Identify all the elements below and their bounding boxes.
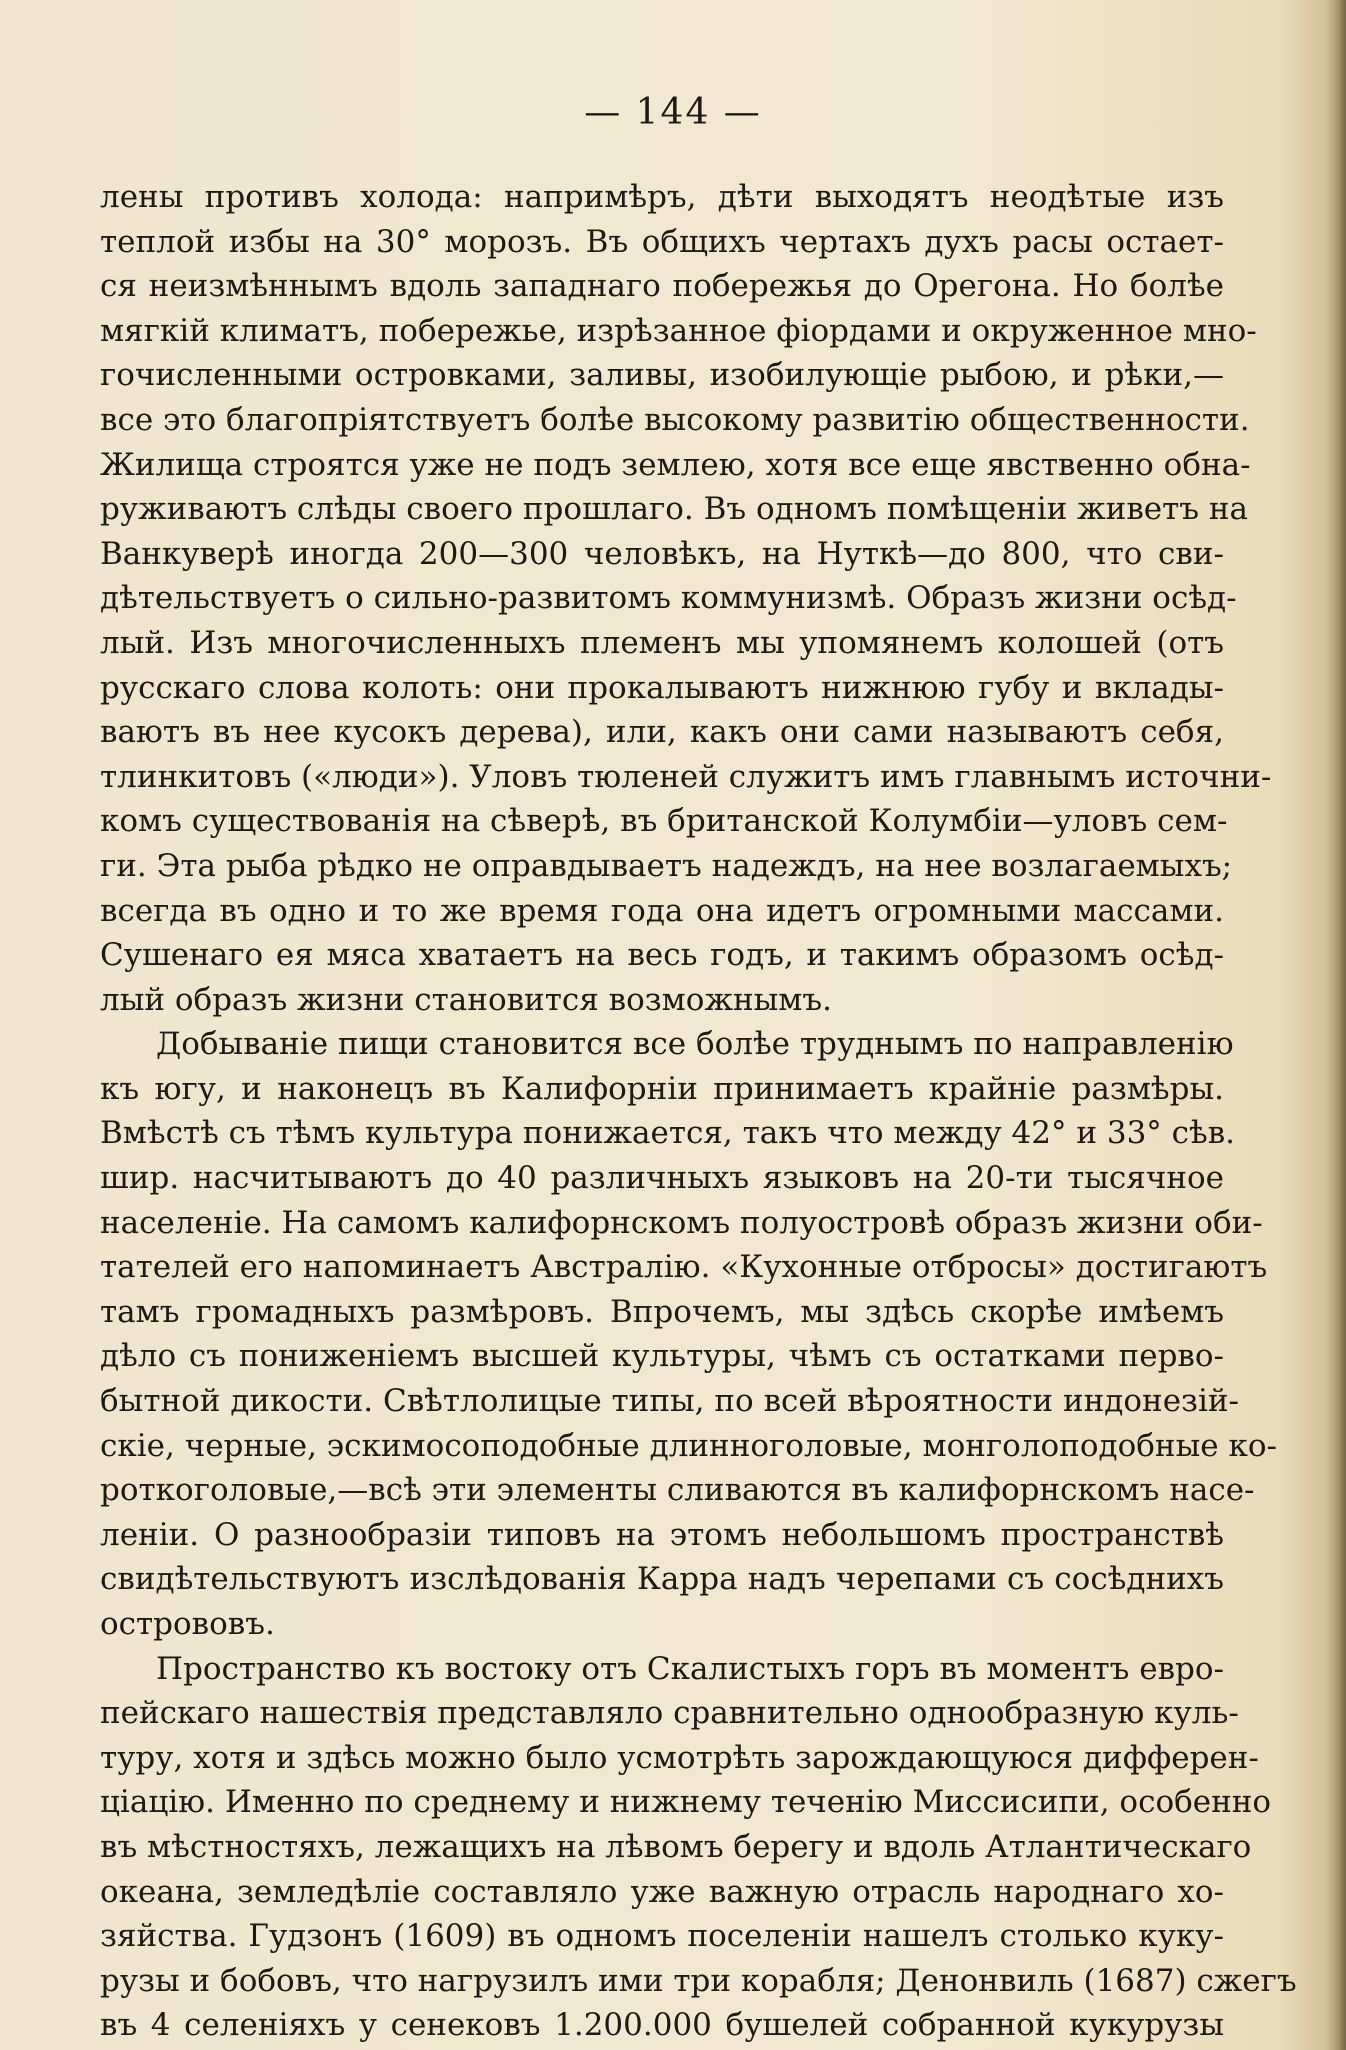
text-line: острововъ. bbox=[100, 1606, 275, 1642]
text-line: дѣтельствуетъ о сильно-развитомъ коммунизмѣ. Образъ жизни осѣд- bbox=[100, 580, 1237, 617]
text-line: всегда въ одно и то же время года она идетъ огромными массами. bbox=[100, 892, 1224, 929]
text-line: гочисленными островками, заливы, изобилующіе рыбою, и рѣки,— bbox=[100, 357, 1224, 394]
text-line: Добываніе пищи становится все болѣе труднымъ по направленію bbox=[156, 1026, 1234, 1063]
text-line: къ югу, и наконецъ въ Калифорніи принимаетъ крайніе размѣры. bbox=[100, 1070, 1224, 1107]
text-line: свидѣтельствуютъ изслѣдованія Карра надъ черепами съ сосѣднихъ bbox=[100, 1561, 1224, 1598]
text-line: туру, хотя и здѣсь можно было усмотрѣть зарождающуюся дифферен- bbox=[100, 1739, 1259, 1776]
text-line: ціацію. Именно по среднему и нижнему теченію Миссисипи, особенно bbox=[100, 1784, 1272, 1821]
text-line: бытной дикости. Свѣтлолицые типы, по всей вѣроятности индонезій- bbox=[100, 1383, 1239, 1420]
text-line: теплой избы на 30° морозъ. Въ общихъ чертахъ духъ расы остает- bbox=[100, 223, 1224, 260]
text-line: Сушенаго ея мяса хватаетъ на весь годъ, и такимъ образомъ осѣд- bbox=[100, 937, 1224, 974]
text-line: океана, земледѣліе составляло уже важную отрасль народнаго хо- bbox=[100, 1873, 1224, 1910]
text-line: шир. насчитываютъ до 40 различныхъ языковъ на 20-ти тысячное bbox=[100, 1160, 1224, 1197]
text-line: ваютъ въ нее кусокъ дерева), или, какъ они сами называютъ себя, bbox=[100, 714, 1224, 751]
text-line: роткоголовые,—всѣ эти элементы сливаются въ калифорнскомъ насе- bbox=[100, 1472, 1255, 1509]
text-line: Ванкуверѣ иногда 200—300 человѣкъ, на Нуткѣ—до 800, что сви- bbox=[100, 535, 1224, 572]
text-line: Вмѣстѣ съ тѣмъ культура понижается, такъ что между 42° и 33° сѣв. bbox=[100, 1115, 1236, 1152]
text-line: населеніе. На самомъ калифорнскомъ полуостровѣ образъ жизни оби- bbox=[100, 1204, 1263, 1241]
text-line: тлинкитовъ («люди»). Уловъ тюленей служитъ имъ главнымъ источни- bbox=[100, 758, 1272, 795]
text-line: Жилища строятся уже не подъ землею, хотя все еще явственно обна- bbox=[100, 446, 1251, 483]
page-number: — 144 — bbox=[584, 92, 762, 133]
text-line: скіе, черные, эскимосоподобные длинноголовые, монголоподобные ко- bbox=[100, 1427, 1277, 1464]
text-line: Пространство къ востоку отъ Скалистыхъ горъ въ моментъ евро- bbox=[156, 1650, 1224, 1687]
text-line: тателей его напоминаетъ Австралію. «Кухонные отбросы» достигаютъ bbox=[100, 1249, 1268, 1286]
text-line: зяйства. Гудзонъ (1609) въ одномъ поселеніи нашелъ столько куку- bbox=[100, 1918, 1224, 1955]
text-line: леніи. О разнообразіи типовъ на этомъ небольшомъ пространствѣ bbox=[100, 1516, 1224, 1553]
text-line: руживаютъ слѣды своего прошлаго. Въ одномъ помѣщеніи живетъ на bbox=[100, 491, 1248, 528]
text-line: русскаго слова колоть: они прокалываютъ нижнюю губу и вклады- bbox=[100, 669, 1224, 706]
page-edge-shadow bbox=[1326, 0, 1346, 2050]
text-line: ги. Эта рыба рѣдко не оправдываетъ надеждъ, на нее возлагаемыхъ; bbox=[100, 847, 1233, 884]
text-line: пейскаго нашествія представляло сравнительно однообразную куль- bbox=[100, 1695, 1239, 1732]
text-line: дѣло съ пониженіемъ высшей культуры, чѣмъ съ остатками перво- bbox=[100, 1338, 1224, 1375]
text-line: мягкій климатъ, побережье, изрѣзанное фіордами и окруженное мно- bbox=[100, 312, 1257, 349]
text-line: лый. Изъ многочисленныхъ племенъ мы упомянемъ колошей (отъ bbox=[100, 624, 1224, 661]
text-line: ся неизмѣннымъ вдоль западнаго побережья до Орегона. Но болѣе bbox=[100, 268, 1224, 305]
text-line: комъ существованія на сѣверѣ, въ британской Колумбіи—уловъ сем- bbox=[100, 803, 1228, 840]
text-line: лый образъ жизни становится возможнымъ. bbox=[100, 981, 832, 1018]
text-line: тамъ громадныхъ размѣровъ. Впрочемъ, мы здѣсь скорѣе имѣемъ bbox=[100, 1293, 1224, 1330]
text-line: лены противъ холода: напримѣръ, дѣти выходятъ неодѣтые изъ bbox=[100, 179, 1224, 215]
text-line: рузы и бобовъ, что нагрузилъ ими три корабля; Денонвиль (1687) сжегъ bbox=[100, 1962, 1297, 1999]
text-line: въ мѣстностяхъ, лежащихъ на лѣвомъ берегу и вдоль Атлантическаго bbox=[100, 1828, 1252, 1865]
text-line: все это благопріятствуетъ болѣе высокому развитію общественности. bbox=[100, 401, 1250, 438]
text-line: въ 4 селеніяхъ у сенековъ 1.200.000 бушелей собранной кукурузы bbox=[100, 2007, 1224, 2044]
body-text bbox=[100, 175, 1297, 2048]
